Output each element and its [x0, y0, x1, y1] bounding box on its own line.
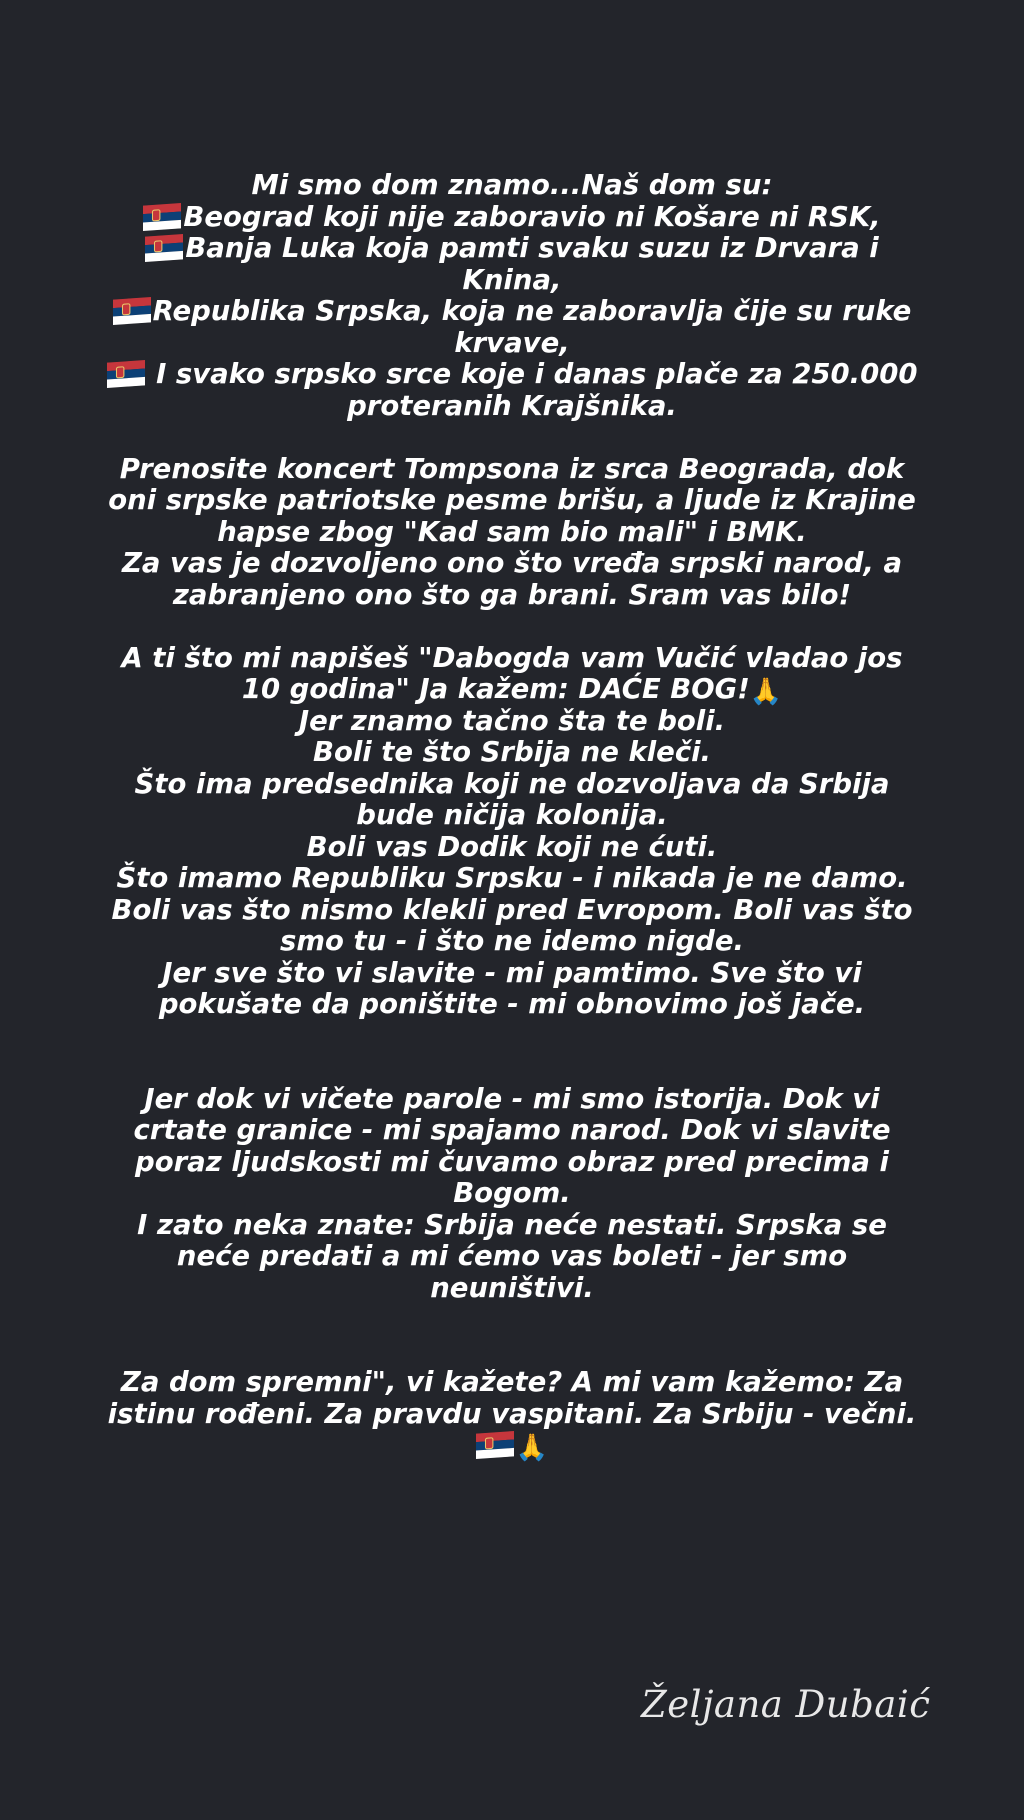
- text-line: Boli vas Dodik koji ne ćuti.: [306, 830, 718, 863]
- paragraph-2: [40, 454, 984, 612]
- text-line: neće predati a mi ćemo vas boleti - jer smo: [176, 1240, 848, 1272]
- text-line: Bogom.: [453, 1177, 571, 1209]
- text-line: neuništivi.: [430, 1271, 594, 1304]
- story-text: [40, 170, 984, 1462]
- serbian-flag-icon: [143, 202, 181, 231]
- folded-hands-icon: 🙏: [749, 677, 783, 707]
- paragraph-4: [40, 1084, 984, 1305]
- paragraph-5: [40, 1367, 984, 1462]
- text-line: Što imamo Republiku Srpsku - i nikada je ne damo.: [116, 862, 908, 894]
- text-line: Beograd koji nije zaboravio ni Košare ni RSK,: [40, 202, 984, 234]
- serbian-flag-icon: [113, 297, 151, 326]
- text-line: Prenosite koncert Tompsona iz srca Beograda, dok: [119, 452, 905, 485]
- text-line: crtate granice - mi spajamo narod. Dok vi slavite: [133, 1114, 891, 1146]
- text-line: Što ima predsednika koji ne dozvoljava da Srbija: [134, 767, 890, 800]
- serbian-flag-icon: [476, 1431, 514, 1460]
- paragraph-gap: [40, 1021, 984, 1084]
- paragraph-gap: [40, 1304, 984, 1367]
- folded-hands-icon: 🙏: [515, 1433, 549, 1463]
- text-line: poraz ljudskosti mi čuvamo obraz pred precima i: [135, 1145, 889, 1178]
- text-line: istinu rođeni. Za pravdu vaspitani. Za Srbiju - večni.: [107, 1397, 917, 1430]
- paragraph-gap: [40, 611, 984, 643]
- text-line: Jer znamo tačno šta te boli.: [298, 704, 726, 737]
- text-line: bude ničija kolonija.: [356, 799, 668, 831]
- text-line: proteranih Krajšnika.: [347, 389, 677, 422]
- emoji-line: [40, 1430, 984, 1462]
- text-line: pokušate da poništite - mi obnovimo još jače.: [158, 988, 866, 1020]
- text-line: 10 godina" Ja kažem: DAĆE BOG!🙏: [241, 673, 783, 707]
- paragraph-3: [40, 643, 984, 1021]
- text-line: hapse zbog "Kad sam bio mali" i BMK.: [217, 515, 807, 548]
- serbian-flag-icon: [145, 234, 183, 263]
- text-line: A ti što mi napišeš "Dabogda vam Vučić vladao jos: [121, 641, 903, 674]
- text-line: krvave,: [454, 326, 570, 359]
- author-signature: Željana Dubaić: [641, 1683, 931, 1726]
- text-line: Republika Srpska, koja ne zaboravlja čije su ruke: [40, 296, 984, 328]
- text-line: Mi smo dom znamo...Naš dom su:: [251, 169, 773, 201]
- paragraph-1: [40, 170, 984, 422]
- text-line: Banja Luka koja pamti svaku suzu iz Drvara i: [40, 233, 984, 265]
- text-line: Boli te što Srbija ne kleči.: [312, 736, 711, 768]
- text-line: I zato neka znate: Srbija neće nestati. Srpska se: [137, 1208, 887, 1241]
- text-line: Jer dok vi vičete parole - mi smo istorija. Dok vi: [144, 1082, 880, 1115]
- text-line: Za dom spremni", vi kažete? A mi vam kažemo: Za: [120, 1366, 904, 1398]
- text-line: Knina,: [462, 263, 562, 296]
- text-line: zabranjeno ono što ga brani. Sram vas bilo!: [172, 578, 852, 611]
- text-line: Jer sve što vi slavite - mi pamtimo. Sve što vi: [162, 956, 862, 989]
- text-line: smo tu - i što ne idemo nigde.: [280, 925, 744, 957]
- text-line: oni srpske patriotske pesme brišu, a ljude iz Krajine: [108, 484, 916, 516]
- text-line: Za vas je dozvoljeno ono što vređa srpski narod, a: [121, 547, 903, 579]
- text-line: Boli vas što nismo klekli pred Evropom. Boli vas što: [111, 893, 913, 926]
- text-line: I svako srpsko srce koje i danas plače za 250.000: [40, 359, 984, 391]
- paragraph-gap: [40, 422, 984, 454]
- serbian-flag-icon: [107, 360, 145, 389]
